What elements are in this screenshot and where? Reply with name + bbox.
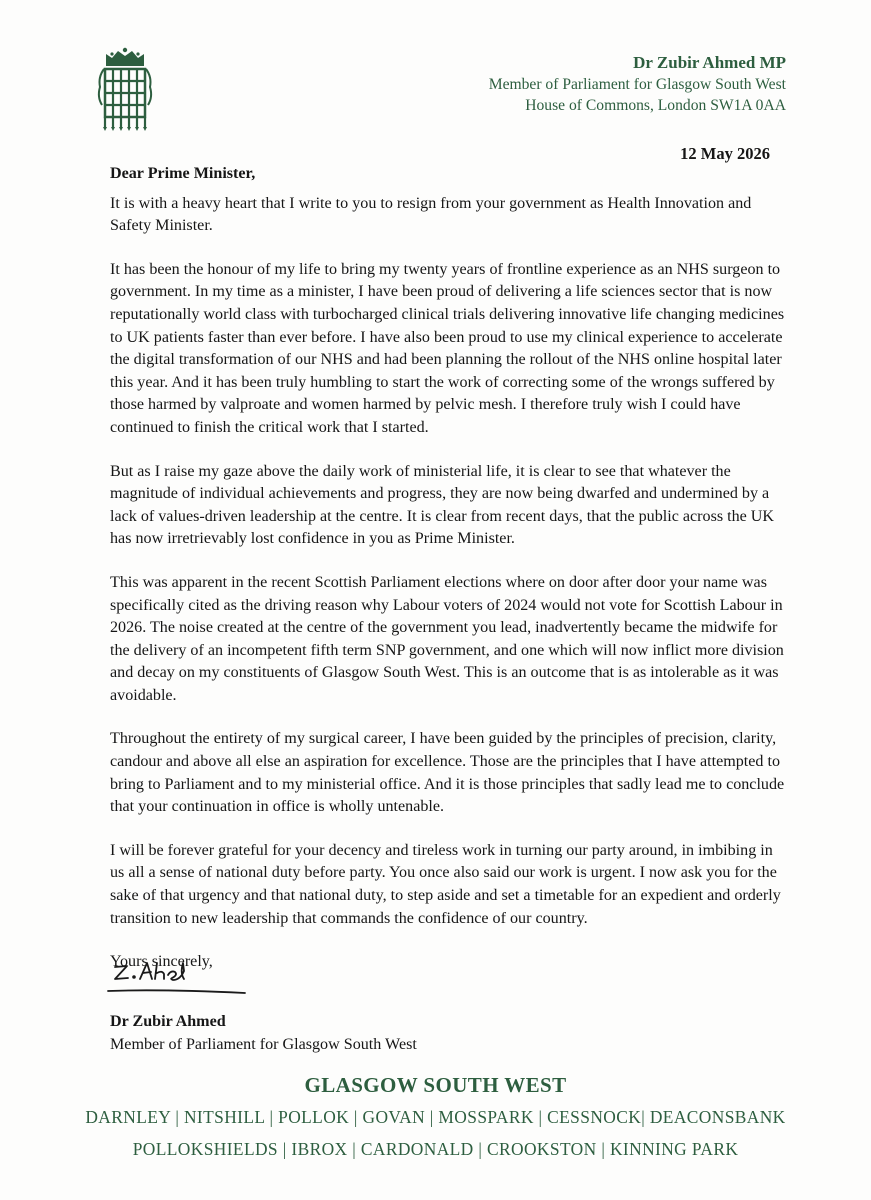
signatory-name: Dr Zubir Ahmed — [110, 1013, 226, 1030]
letter-date: 12 May 2026 — [680, 144, 770, 163]
letterhead-name: Dr Zubir Ahmed MP — [633, 53, 786, 72]
footer-areas-line-2: POLLOKSHIELDS | IBROX | CARDONALD | CROOKSTON | KINNING PARK — [132, 1139, 739, 1159]
paragraph-3: But as I raise my gaze above the daily work of ministerial life, it is clear to see that whatever the magnitude of individual achievements and progress, they are now being dwarfed and undermined by a lack of values-driven leadership at the centre. It is clear from recent days, that the public across the UK has now irretrievably lost confidence in you as Prime Minister. — [110, 462, 775, 548]
salutation: Dear Prime Minister, — [110, 165, 256, 182]
closing: Yours sincerely, — [110, 953, 213, 971]
letter-body — [110, 163, 790, 974]
paragraph-6: I will be forever grateful for your decency and tireless work in turning our party around, in imbibing in us all a sense of national duty before party. You once also said our work is urgent. I now ask you for the sake of that urgency and that national duty, to step aside and set a timetable for an expedient and orderly transition to new leadership that commands the confidence of our country. — [110, 841, 781, 927]
handwritten-signature — [100, 955, 250, 1005]
paragraph-4: This was apparent in the recent Scottish Parliament elections where on door after door your name was specifically cited as the driving reason why Labour voters of 2024 would not vote for Scottish Labour in 2026. The noise created at the centre of the government you lead, inadvertently became the midwife for the delivery of an incompetent fifth term SNP government, and one which will now inflict more division and decay on my constituents of Glasgow South West. This is an outcome that is as intolerable as it was avoidable. — [110, 573, 784, 704]
portcullis-icon — [94, 47, 156, 131]
paragraph-5: Throughout the entirety of my surgical career, I have been guided by the principles of precision, clarity, candour and above all else an aspiration for excellence. Those are the principles that I have attempted to bring to Parliament and to my ministerial office. And it is those principles that sadly lead me to conclude that your continuation in office is wholly untenable. — [110, 730, 785, 816]
footer-areas-line-1: DARNLEY | NITSHILL | POLLOK | GOVAN | MOSSPARK | CESSNOCK| DEACONSBANK — [85, 1107, 786, 1127]
footer-constituency: GLASGOW SOUTH WEST — [304, 1073, 567, 1097]
letterhead-role: Member of Parliament for Glasgow South West — [488, 76, 786, 93]
paragraph-1: It is with a heavy heart that I write to you to resign from your government as Health Innovation and Safety Minister. — [110, 194, 752, 235]
paragraph-2: It has been the honour of my life to bring my twenty years of frontline experience as an NHS surgeon to government. In my time as a minister, I have been proud of delivering a life sciences sector that is now reputationally world class with turbocharged clinical trials delivering innovative life changing medicines to UK patients faster than ever before. I have also been proud to use my clinical experience to accelerate the digital transformation of our NHS and had been planning the rollout of the NHS online hospital later this year. And it has been truly humbling to start the work of correcting some of the wrongs suffered by those harmed by valproate and women harmed by pelvic mesh. I therefore truly wish I could have continued to finish the critical work that I started. — [110, 260, 785, 436]
letterhead-address: House of Commons, London SW1A 0AA — [525, 97, 786, 114]
signatory-title: Member of Parliament for Glasgow South West — [110, 1036, 417, 1053]
letterhead — [489, 52, 786, 116]
